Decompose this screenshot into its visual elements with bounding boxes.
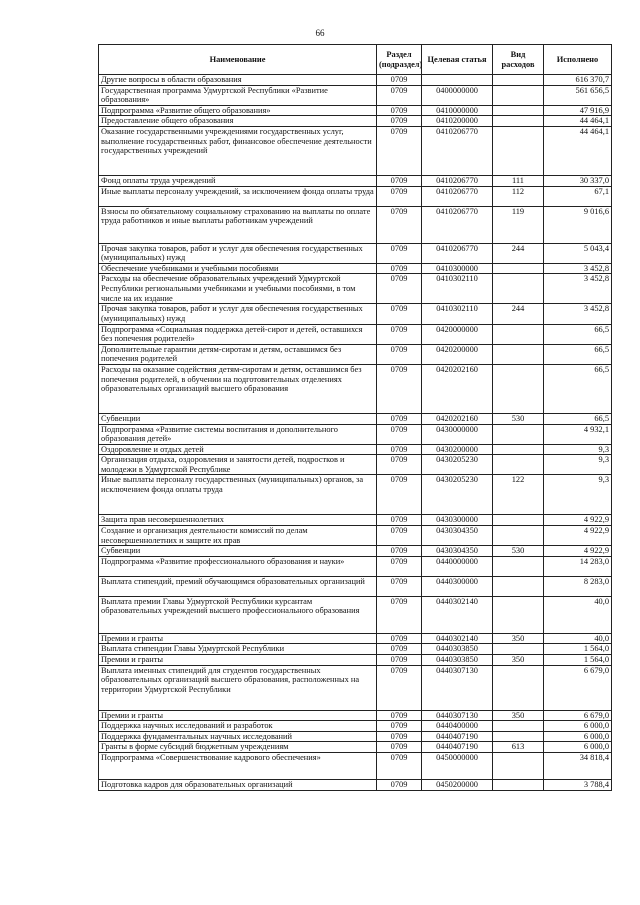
cell-section: 0709 (377, 274, 422, 304)
cell-section: 0709 (377, 175, 422, 186)
cell-target: 0410302110 (422, 274, 493, 304)
cell-type: 613 (493, 742, 544, 753)
cell-section: 0709 (377, 344, 422, 364)
cell-section: 0709 (377, 475, 422, 515)
cell-executed: 34 818,4 (544, 753, 612, 780)
cell-target: 0410206770 (422, 126, 493, 175)
table-row (99, 105, 612, 116)
cell-name: Другие вопросы в области образования (99, 75, 377, 86)
cell-type (493, 731, 544, 742)
cell-executed: 47 916,9 (544, 105, 612, 116)
cell-name: Создание и организация деятельности комиссий по делам несовершеннолетних и защите их прав (99, 526, 377, 546)
table-row (99, 596, 612, 633)
cell-name: Прочая закупка товаров, работ и услуг для обеспечения государственных (муниципальных) нужд (99, 304, 377, 324)
cell-target: 0440303850 (422, 655, 493, 666)
cell-section: 0709 (377, 105, 422, 116)
cell-section: 0709 (377, 780, 422, 791)
cell-target: 0430304350 (422, 526, 493, 546)
table-row (99, 780, 612, 791)
cell-section: 0709 (377, 665, 422, 710)
table-row (99, 85, 612, 105)
table-row (99, 665, 612, 710)
cell-executed: 9,3 (544, 455, 612, 475)
table-row (99, 413, 612, 424)
cell-executed: 561 656,5 (544, 85, 612, 105)
cell-target: 0450000000 (422, 753, 493, 780)
table-row (99, 526, 612, 546)
cell-section: 0709 (377, 116, 422, 127)
table-row (99, 324, 612, 344)
cell-section: 0709 (377, 263, 422, 274)
table-row (99, 186, 612, 206)
cell-section: 0709 (377, 324, 422, 344)
table-row (99, 126, 612, 175)
cell-executed: 14 283,0 (544, 556, 612, 576)
cell-section: 0709 (377, 455, 422, 475)
table-row (99, 731, 612, 742)
cell-executed: 6 679,0 (544, 665, 612, 710)
cell-executed: 8 283,0 (544, 576, 612, 596)
cell-name: Выплата премии Главы Удмуртской Республики курсантам образовательных учреждений высшего профессионального образования (99, 596, 377, 633)
cell-name: Прочая закупка товаров, работ и услуг для обеспечения государственных (муниципальных) нужд (99, 243, 377, 263)
cell-type (493, 753, 544, 780)
cell-target: 0430000000 (422, 424, 493, 444)
cell-name: Поддержка научных исследований и разработок (99, 721, 377, 732)
cell-executed: 30 337,0 (544, 175, 612, 186)
table-row (99, 344, 612, 364)
cell-section: 0709 (377, 576, 422, 596)
cell-executed: 4 922,9 (544, 546, 612, 557)
cell-section: 0709 (377, 85, 422, 105)
table-row (99, 721, 612, 732)
cell-section: 0709 (377, 515, 422, 526)
cell-target (422, 75, 493, 86)
table-row (99, 364, 612, 413)
cell-target: 0420000000 (422, 324, 493, 344)
cell-executed: 616 370,7 (544, 75, 612, 86)
table-row (99, 742, 612, 753)
cell-type: 350 (493, 710, 544, 721)
cell-section: 0709 (377, 721, 422, 732)
cell-type (493, 364, 544, 413)
cell-executed: 44 464,1 (544, 126, 612, 175)
cell-name: Расходы на оказание содействия детям-сиротам и детям, оставшимся без попечения родителей, в обучении на подготовительных отделениях образовательных организаций высшего образования (99, 364, 377, 413)
table-row (99, 424, 612, 444)
cell-name: Дополнительные гарантии детям-сиротам и детям, оставшимся без попечения родителей (99, 344, 377, 364)
cell-name: Расходы на обеспечение образовательных учреждений Удмуртской Республики региональными учебниками и учебными пособиями, в том числе на их издание (99, 274, 377, 304)
cell-name: Подпрограмма «Развитие общего образования» (99, 105, 377, 116)
cell-name: Премии и гранты (99, 655, 377, 666)
table-row (99, 633, 612, 644)
cell-executed: 40,0 (544, 596, 612, 633)
cell-target: 0440407190 (422, 742, 493, 753)
cell-target: 0410302110 (422, 304, 493, 324)
cell-type: 530 (493, 413, 544, 424)
cell-executed: 4 922,9 (544, 515, 612, 526)
header-target: Целевая статья (422, 45, 493, 75)
cell-type: 119 (493, 206, 544, 243)
cell-target: 0410200000 (422, 116, 493, 127)
cell-name: Оздоровление и отдых детей (99, 444, 377, 455)
cell-target: 0410206770 (422, 243, 493, 263)
table-row (99, 455, 612, 475)
table-row (99, 243, 612, 263)
page-number: 66 (315, 28, 325, 38)
cell-executed: 4 922,9 (544, 526, 612, 546)
table-row (99, 644, 612, 655)
cell-name: Выплата стипендий, премий обучающимся образовательных организаций (99, 576, 377, 596)
cell-type (493, 424, 544, 444)
cell-executed: 44 464,1 (544, 116, 612, 127)
table-row (99, 304, 612, 324)
cell-name: Подпрограмма «Совершенствование кадрового обеспечения» (99, 753, 377, 780)
cell-section: 0709 (377, 126, 422, 175)
cell-name: Выплата стипендии Главы Удмуртской Республики (99, 644, 377, 655)
cell-section: 0709 (377, 424, 422, 444)
cell-executed: 1 564,0 (544, 644, 612, 655)
table-row (99, 753, 612, 780)
cell-section: 0709 (377, 75, 422, 86)
cell-section: 0709 (377, 526, 422, 546)
table-row (99, 175, 612, 186)
cell-executed: 40,0 (544, 633, 612, 644)
cell-executed: 6 000,0 (544, 721, 612, 732)
cell-type (493, 324, 544, 344)
cell-executed: 1 564,0 (544, 655, 612, 666)
cell-type: 112 (493, 186, 544, 206)
cell-executed: 6 679,0 (544, 710, 612, 721)
cell-section: 0709 (377, 731, 422, 742)
cell-name: Обеспечение учебниками и учебными пособиями (99, 263, 377, 274)
table-row (99, 475, 612, 515)
cell-target: 0430205230 (422, 475, 493, 515)
cell-target: 0440307130 (422, 710, 493, 721)
cell-type: 244 (493, 304, 544, 324)
cell-section: 0709 (377, 243, 422, 263)
cell-executed: 9 016,6 (544, 206, 612, 243)
header-executed: Исполнено (544, 45, 612, 75)
cell-type (493, 344, 544, 364)
cell-type: 111 (493, 175, 544, 186)
table-row (99, 710, 612, 721)
cell-name: Поддержка фундаментальных научных исследований (99, 731, 377, 742)
cell-target: 0440302140 (422, 633, 493, 644)
cell-target: 0410206770 (422, 175, 493, 186)
cell-type (493, 75, 544, 86)
cell-target: 0410000000 (422, 105, 493, 116)
cell-executed: 5 043,4 (544, 243, 612, 263)
cell-target: 0420200000 (422, 344, 493, 364)
cell-executed: 9,3 (544, 444, 612, 455)
table-row (99, 655, 612, 666)
cell-target: 0430304350 (422, 546, 493, 557)
cell-target: 0440400000 (422, 721, 493, 732)
table-row (99, 263, 612, 274)
cell-type (493, 126, 544, 175)
table-row (99, 515, 612, 526)
cell-section: 0709 (377, 413, 422, 424)
cell-type (493, 263, 544, 274)
cell-name: Подготовка кадров для образовательных организаций (99, 780, 377, 791)
cell-executed: 66,5 (544, 364, 612, 413)
table-row (99, 116, 612, 127)
cell-name: Защита прав несовершеннолетних (99, 515, 377, 526)
cell-name: Организация отдыха, оздоровления и занятости детей, подростков и молодежи в Удмуртской Республике (99, 455, 377, 475)
cell-name: Подпрограмма «Развитие системы воспитания и дополнительного образования детей» (99, 424, 377, 444)
cell-name: Оказание государственными учреждениями государственных услуг, выполнение государственных работ, финансовое обеспечение деятельности государственных учреждений (99, 126, 377, 175)
cell-name: Премии и гранты (99, 633, 377, 644)
cell-type (493, 455, 544, 475)
table-row (99, 274, 612, 304)
cell-section: 0709 (377, 546, 422, 557)
cell-name: Взносы по обязательному социальному страхованию на выплаты по оплате труда работников и иные выплаты работникам учреждений (99, 206, 377, 243)
cell-target: 0440407190 (422, 731, 493, 742)
cell-target: 0410206770 (422, 186, 493, 206)
header-name: Наименование (99, 45, 377, 75)
cell-type (493, 85, 544, 105)
cell-target: 0440000000 (422, 556, 493, 576)
table-row (99, 75, 612, 86)
cell-type: 530 (493, 546, 544, 557)
header-section: Раздел (подраздел) (377, 45, 422, 75)
cell-executed: 3 788,4 (544, 780, 612, 791)
cell-type (493, 576, 544, 596)
cell-type: 350 (493, 655, 544, 666)
cell-name: Иные выплаты персоналу учреждений, за исключением фонда оплаты труда (99, 186, 377, 206)
cell-type: 350 (493, 633, 544, 644)
cell-section: 0709 (377, 186, 422, 206)
cell-type (493, 596, 544, 633)
cell-name: Подпрограмма «Развитие профессионального образования и науки» (99, 556, 377, 576)
table-body (99, 75, 612, 791)
table-row (99, 576, 612, 596)
cell-type (493, 515, 544, 526)
cell-section: 0709 (377, 596, 422, 633)
cell-section: 0709 (377, 644, 422, 655)
cell-target: 0430205230 (422, 455, 493, 475)
cell-name: Выплата именных стипендий для студентов государственных образовательных организаций высшего образования, расположенных на территории Удмуртской Республики (99, 665, 377, 710)
cell-executed: 9,3 (544, 475, 612, 515)
cell-target: 0430300000 (422, 515, 493, 526)
cell-target: 0450200000 (422, 780, 493, 791)
cell-type: 244 (493, 243, 544, 263)
cell-target: 0410300000 (422, 263, 493, 274)
cell-section: 0709 (377, 304, 422, 324)
cell-executed: 6 000,0 (544, 731, 612, 742)
cell-executed: 3 452,8 (544, 263, 612, 274)
cell-name: Подпрограмма «Социальная поддержка детей-сирот и детей, оставшихся без попечения родителей» (99, 324, 377, 344)
cell-name: Премии и гранты (99, 710, 377, 721)
cell-executed: 3 452,8 (544, 274, 612, 304)
cell-section: 0709 (377, 655, 422, 666)
cell-executed: 67,1 (544, 186, 612, 206)
cell-target: 0400000000 (422, 85, 493, 105)
table-row (99, 546, 612, 557)
table-row (99, 444, 612, 455)
cell-type (493, 556, 544, 576)
cell-type (493, 526, 544, 546)
cell-type (493, 444, 544, 455)
cell-section: 0709 (377, 753, 422, 780)
cell-section: 0709 (377, 444, 422, 455)
cell-target: 0440307130 (422, 665, 493, 710)
cell-type (493, 105, 544, 116)
cell-name: Гранты в форме субсидий бюджетным учреждениям (99, 742, 377, 753)
cell-section: 0709 (377, 556, 422, 576)
cell-target: 0420202160 (422, 364, 493, 413)
cell-type: 122 (493, 475, 544, 515)
header-type: Вид расходов (493, 45, 544, 75)
cell-name: Фонд оплаты труда учреждений (99, 175, 377, 186)
cell-executed: 66,5 (544, 324, 612, 344)
cell-executed: 66,5 (544, 413, 612, 424)
cell-target: 0410206770 (422, 206, 493, 243)
cell-name: Субвенции (99, 413, 377, 424)
cell-target: 0420202160 (422, 413, 493, 424)
cell-executed: 4 932,1 (544, 424, 612, 444)
cell-target: 0440300000 (422, 576, 493, 596)
cell-type (493, 721, 544, 732)
cell-type (493, 274, 544, 304)
cell-section: 0709 (377, 633, 422, 644)
cell-type (493, 116, 544, 127)
cell-executed: 66,5 (544, 344, 612, 364)
cell-section: 0709 (377, 710, 422, 721)
cell-type (493, 665, 544, 710)
table-row (99, 556, 612, 576)
cell-target: 0430200000 (422, 444, 493, 455)
cell-executed: 3 452,8 (544, 304, 612, 324)
table-row (99, 206, 612, 243)
cell-target: 0440302140 (422, 596, 493, 633)
cell-type (493, 780, 544, 791)
cell-name: Иные выплаты персоналу государственных (муниципальных) органов, за исключением фонда оплаты труда (99, 475, 377, 515)
cell-section: 0709 (377, 206, 422, 243)
cell-section: 0709 (377, 364, 422, 413)
cell-target: 0440303850 (422, 644, 493, 655)
cell-name: Предоставление общего образования (99, 116, 377, 127)
table-header-row (99, 45, 612, 75)
cell-name: Субвенции (99, 546, 377, 557)
cell-executed: 6 000,0 (544, 742, 612, 753)
cell-name: Государственная программа Удмуртской Республики «Развитие образования» (99, 85, 377, 105)
cell-type (493, 644, 544, 655)
cell-section: 0709 (377, 742, 422, 753)
budget-table (98, 44, 612, 791)
